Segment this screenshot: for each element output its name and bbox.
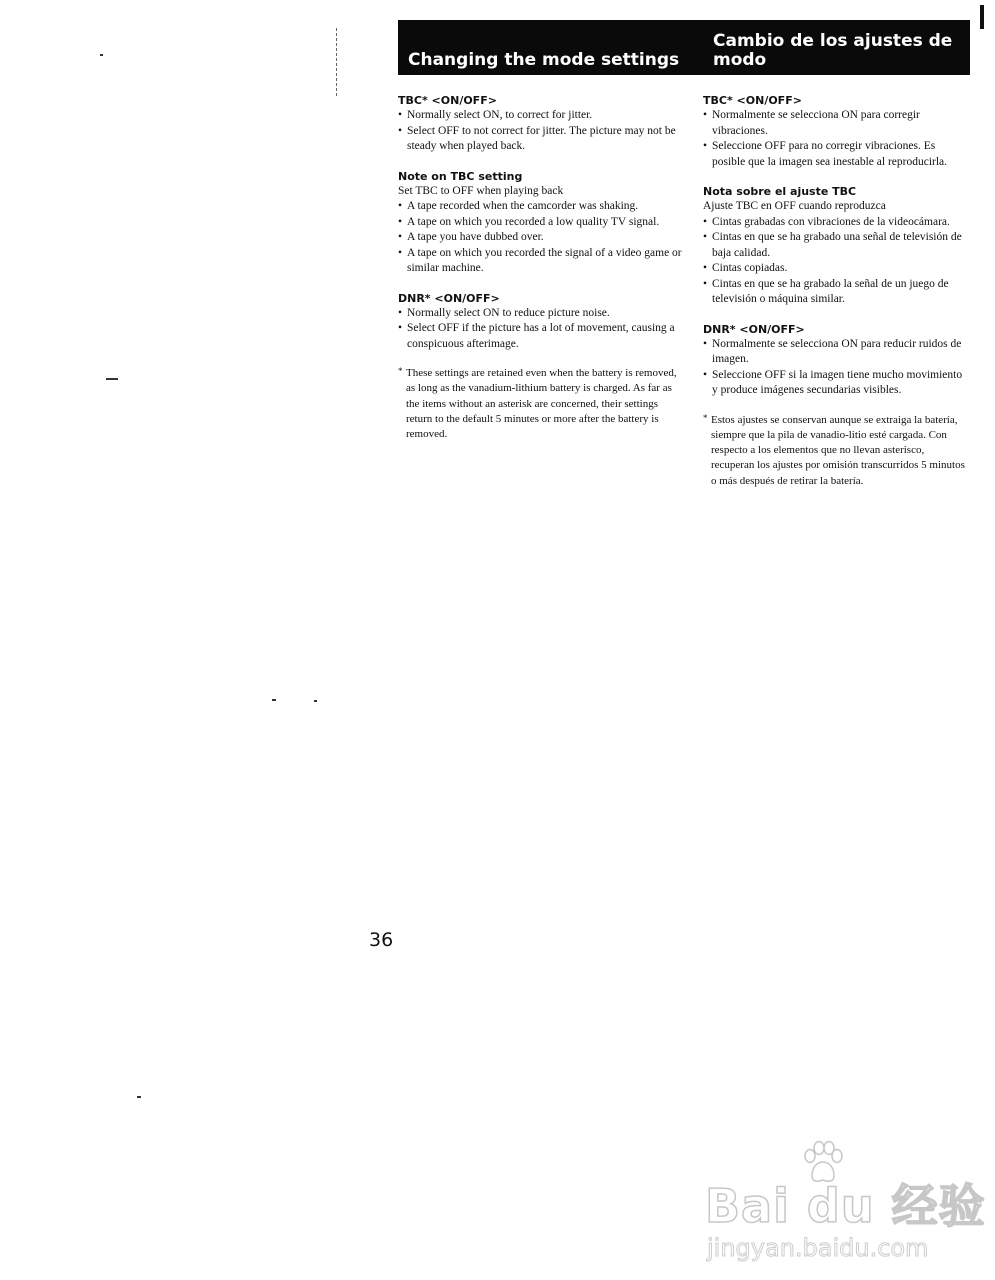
tbc-note-section-es [703, 184, 968, 308]
list-item: • Cintas en que se ha grabado una señal de televisión de baja calidad. [703, 230, 968, 261]
scan-artifact-dashed-rule [336, 28, 337, 96]
list-item: • A tape you have dubbed over. [398, 230, 683, 246]
list-item: • A tape on which you recorded the signal of a video game or similar machine. [398, 246, 683, 277]
list-item: • Cintas copiadas. [703, 261, 968, 277]
tbc-section-es [703, 93, 968, 170]
tbc-note-heading-es: Nota sobre el ajuste TBC [703, 185, 857, 198]
section-title-en: Changing the mode settings [408, 50, 680, 70]
list-item: • Normalmente se selecciona ON para reducir ruidos de imagen. [703, 337, 968, 368]
page-edge-marker [980, 5, 984, 29]
dnr-heading-es: DNR* <ON/OFF> [703, 322, 805, 336]
tbc-note-section-en [398, 169, 683, 277]
list-item: • Select OFF to not correct for jitter. The picture may not be steady when played back. [398, 124, 683, 155]
list-item: • Normally select ON to reduce picture noise. [398, 306, 683, 322]
section-title-es: Cambio de los ajustes de modo [713, 31, 953, 70]
scan-speck [106, 378, 118, 380]
tbc-note-heading-en: Note on TBC setting [398, 169, 523, 183]
scan-speck [272, 699, 276, 701]
scan-speck [314, 700, 317, 702]
english-column [398, 93, 683, 442]
scan-speck [137, 1096, 141, 1098]
footnote-text-en: These settings are retained even when the battery is removed, as long as the vanadium-lithium battery is charged. As far as the items without an asterisk are concerned, their settings return to the default 5 minutes or more after the battery is removed. [406, 367, 677, 441]
list-item: • A tape on which you recorded a low quality TV signal. [398, 215, 683, 231]
list-item: • A tape recorded when the camcorder was shaking. [398, 199, 683, 215]
list-item: • Cintas grabadas con vibraciones de la videocámara. [703, 215, 968, 231]
tbc-note-intro-en: Set TBC to OFF when playing back [398, 184, 564, 197]
dnr-list-es [703, 337, 968, 399]
dnr-section-en [398, 291, 683, 353]
dnr-heading-en: DNR* <ON/OFF> [398, 291, 500, 305]
tbc-heading-es: TBC* <ON/OFF> [703, 94, 802, 107]
tbc-note-list-en [398, 199, 683, 277]
baidu-jingyan-watermark [705, 1140, 986, 1280]
list-item: • Select OFF if the picture has a lot of movement, causing a conspicuous afterimage. [398, 321, 683, 352]
list-item: • Cintas en que se ha grabado la señal de un juego de televisión o máquina similar. [703, 277, 968, 308]
tbc-note-list-es [703, 215, 968, 308]
list-item: • Normalmente se selecciona ON para corregir vibraciones. [703, 108, 968, 139]
dnr-section-es [703, 322, 968, 399]
spanish-column [703, 93, 968, 489]
footnote-mark: * [703, 412, 708, 423]
list-item: • Normally select ON, to correct for jitter. [398, 108, 683, 124]
footnote-mark: * [398, 366, 403, 376]
list-item: • Seleccione OFF para no corregir vibraciones. Es posible que la imagen sea inestable al reproducirla. [703, 139, 968, 170]
tbc-heading-en: TBC* <ON/OFF> [398, 94, 497, 107]
page-number: 36 [369, 929, 394, 951]
watermark-logo-text: Bai du 经验 [705, 1179, 986, 1233]
footnote-en [398, 366, 683, 442]
tbc-list-es [703, 108, 968, 170]
tbc-note-intro-es: Ajuste TBC en OFF cuando reproduzca [703, 200, 886, 212]
list-item: • Seleccione OFF si la imagen tiene mucho movimiento y produce imágenes secundarias visibles. [703, 368, 968, 399]
footnote-es [703, 413, 968, 489]
watermark-url: jingyan.baidu.com [707, 1234, 929, 1262]
tbc-section-en [398, 93, 683, 155]
tbc-list-en [398, 108, 683, 155]
footnote-text-es: Estos ajustes se conservan aunque se extraiga la batería, siempre que la pila de vanadio-litio esté cargada. Con respecto a los elementos que no llevan asterisco, recuperan los ajustes por omisión transcurridos 5 minutos o más después de retirar la batería. [711, 413, 965, 487]
scan-speck [100, 54, 103, 56]
dnr-list-en [398, 306, 683, 353]
